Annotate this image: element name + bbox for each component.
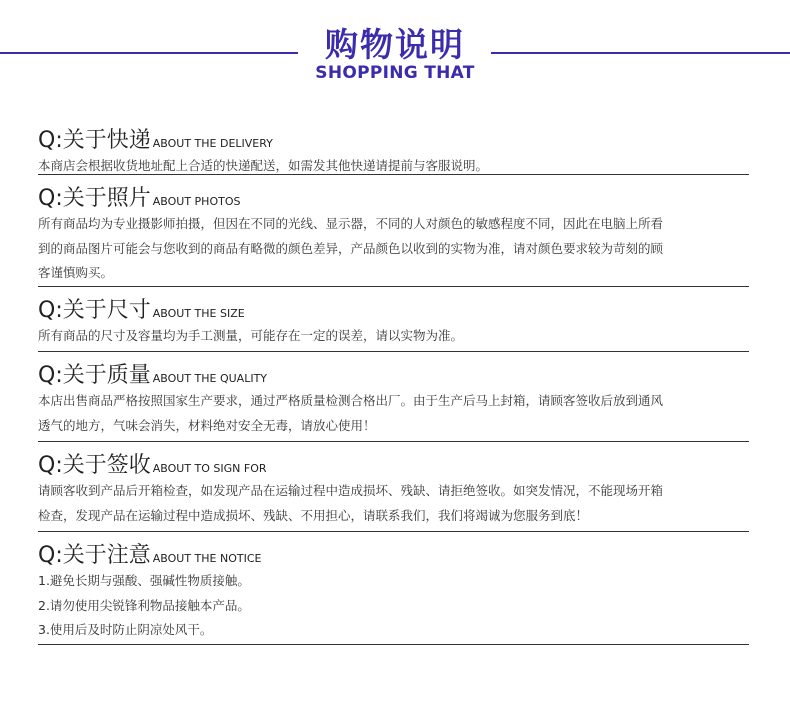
faq-question: Q:关于签收: [38, 453, 151, 478]
faq-answer-line: 请顾客收到产品后开箱检查，如发现产品在运输过程中造成损坏、残缺、请拒绝签收。如突发情况，不能现场开箱: [38, 483, 664, 498]
faq-answer-line: 3.使用后及时防止阴凉处风干。: [38, 622, 213, 637]
faq-answer: [38, 389, 749, 438]
faq-heading: [38, 124, 749, 154]
faq-answer-line: 客谨慎购买。: [38, 265, 114, 280]
faq-answer: [38, 212, 749, 286]
faq-answer-line: 本商店会根据收货地址配上合适的快递配送，如需发其他快递请提前与客服说明。: [38, 158, 489, 173]
faq-delivery: [38, 124, 749, 175]
faq-english-label: ABOUT THE DELIVERY: [152, 137, 273, 150]
faq-answer: [38, 479, 749, 528]
faq-english-label: ABOUT THE NOTICE: [152, 552, 262, 565]
faq-question: Q:关于照片: [38, 186, 151, 211]
faq-answer: [38, 569, 749, 643]
faq-answer-line: 到的商品图片可能会与您收到的商品有略微的颜色差异，产品颜色以收到的实物为准，请对颜色要求较为苛刻的顾: [38, 240, 664, 256]
faq-answer: [38, 324, 749, 349]
faq-sign-for: [38, 449, 749, 532]
page-subtitle: SHOPPING THAT: [315, 63, 475, 83]
faq-answer-line: 所有商品的尺寸及容量均为手工测量，可能存在一定的误差，请以实物为准。: [38, 328, 464, 343]
faq-english-label: ABOUT THE QUALITY: [152, 372, 268, 385]
faq-answer-line: 1.避免长期与强酸、强碱性物质接触。: [38, 573, 250, 588]
faq-photos: [38, 182, 749, 287]
faq-question: Q:关于快递: [38, 128, 151, 153]
faq-heading: [38, 449, 749, 479]
faq-quality: [38, 359, 749, 442]
faq-answer-line: 检查，发现产品在运输过程中造成损坏、残缺、不用担心，请联系我们，我们将竭诚为您服务到底！: [38, 507, 589, 523]
faq-answer-line: 所有商品均为专业摄影师拍摄，但因在不同的光线、显示器，不同的人对颜色的敏感程度不同，因此在电脑上所看: [38, 216, 664, 231]
page-header: [0, 0, 790, 100]
faq-question: Q:关于质量: [38, 363, 151, 388]
faq-heading: [38, 294, 749, 324]
faq-notice: [38, 539, 749, 645]
header-divider-right: [491, 52, 790, 54]
faq-question: Q:关于尺寸: [38, 298, 151, 323]
faq-size: [38, 294, 749, 352]
faq-english-label: ABOUT TO SIGN FOR: [152, 462, 267, 475]
page-title: 购物说明: [325, 25, 465, 64]
faq-answer-line: 本店出售商品严格按照国家生产要求，通过严格质量检测合格出厂。由于生产后马上封箱，请顾客签收后放到通风: [38, 393, 664, 408]
faq-english-label: ABOUT PHOTOS: [152, 195, 241, 208]
faq-answer-line: 2.请勿使用尖锐锋利物品接触本产品。: [38, 597, 250, 613]
faq-answer: [38, 154, 749, 179]
faq-list: [38, 124, 749, 652]
faq-heading: [38, 539, 749, 569]
faq-heading: [38, 182, 749, 212]
faq-question: Q:关于注意: [38, 543, 151, 568]
faq-heading: [38, 359, 749, 389]
faq-answer-line: 透气的地方，气味会消失，材料绝对安全无毒，请放心使用！: [38, 417, 376, 433]
faq-english-label: ABOUT THE SIZE: [152, 307, 245, 320]
